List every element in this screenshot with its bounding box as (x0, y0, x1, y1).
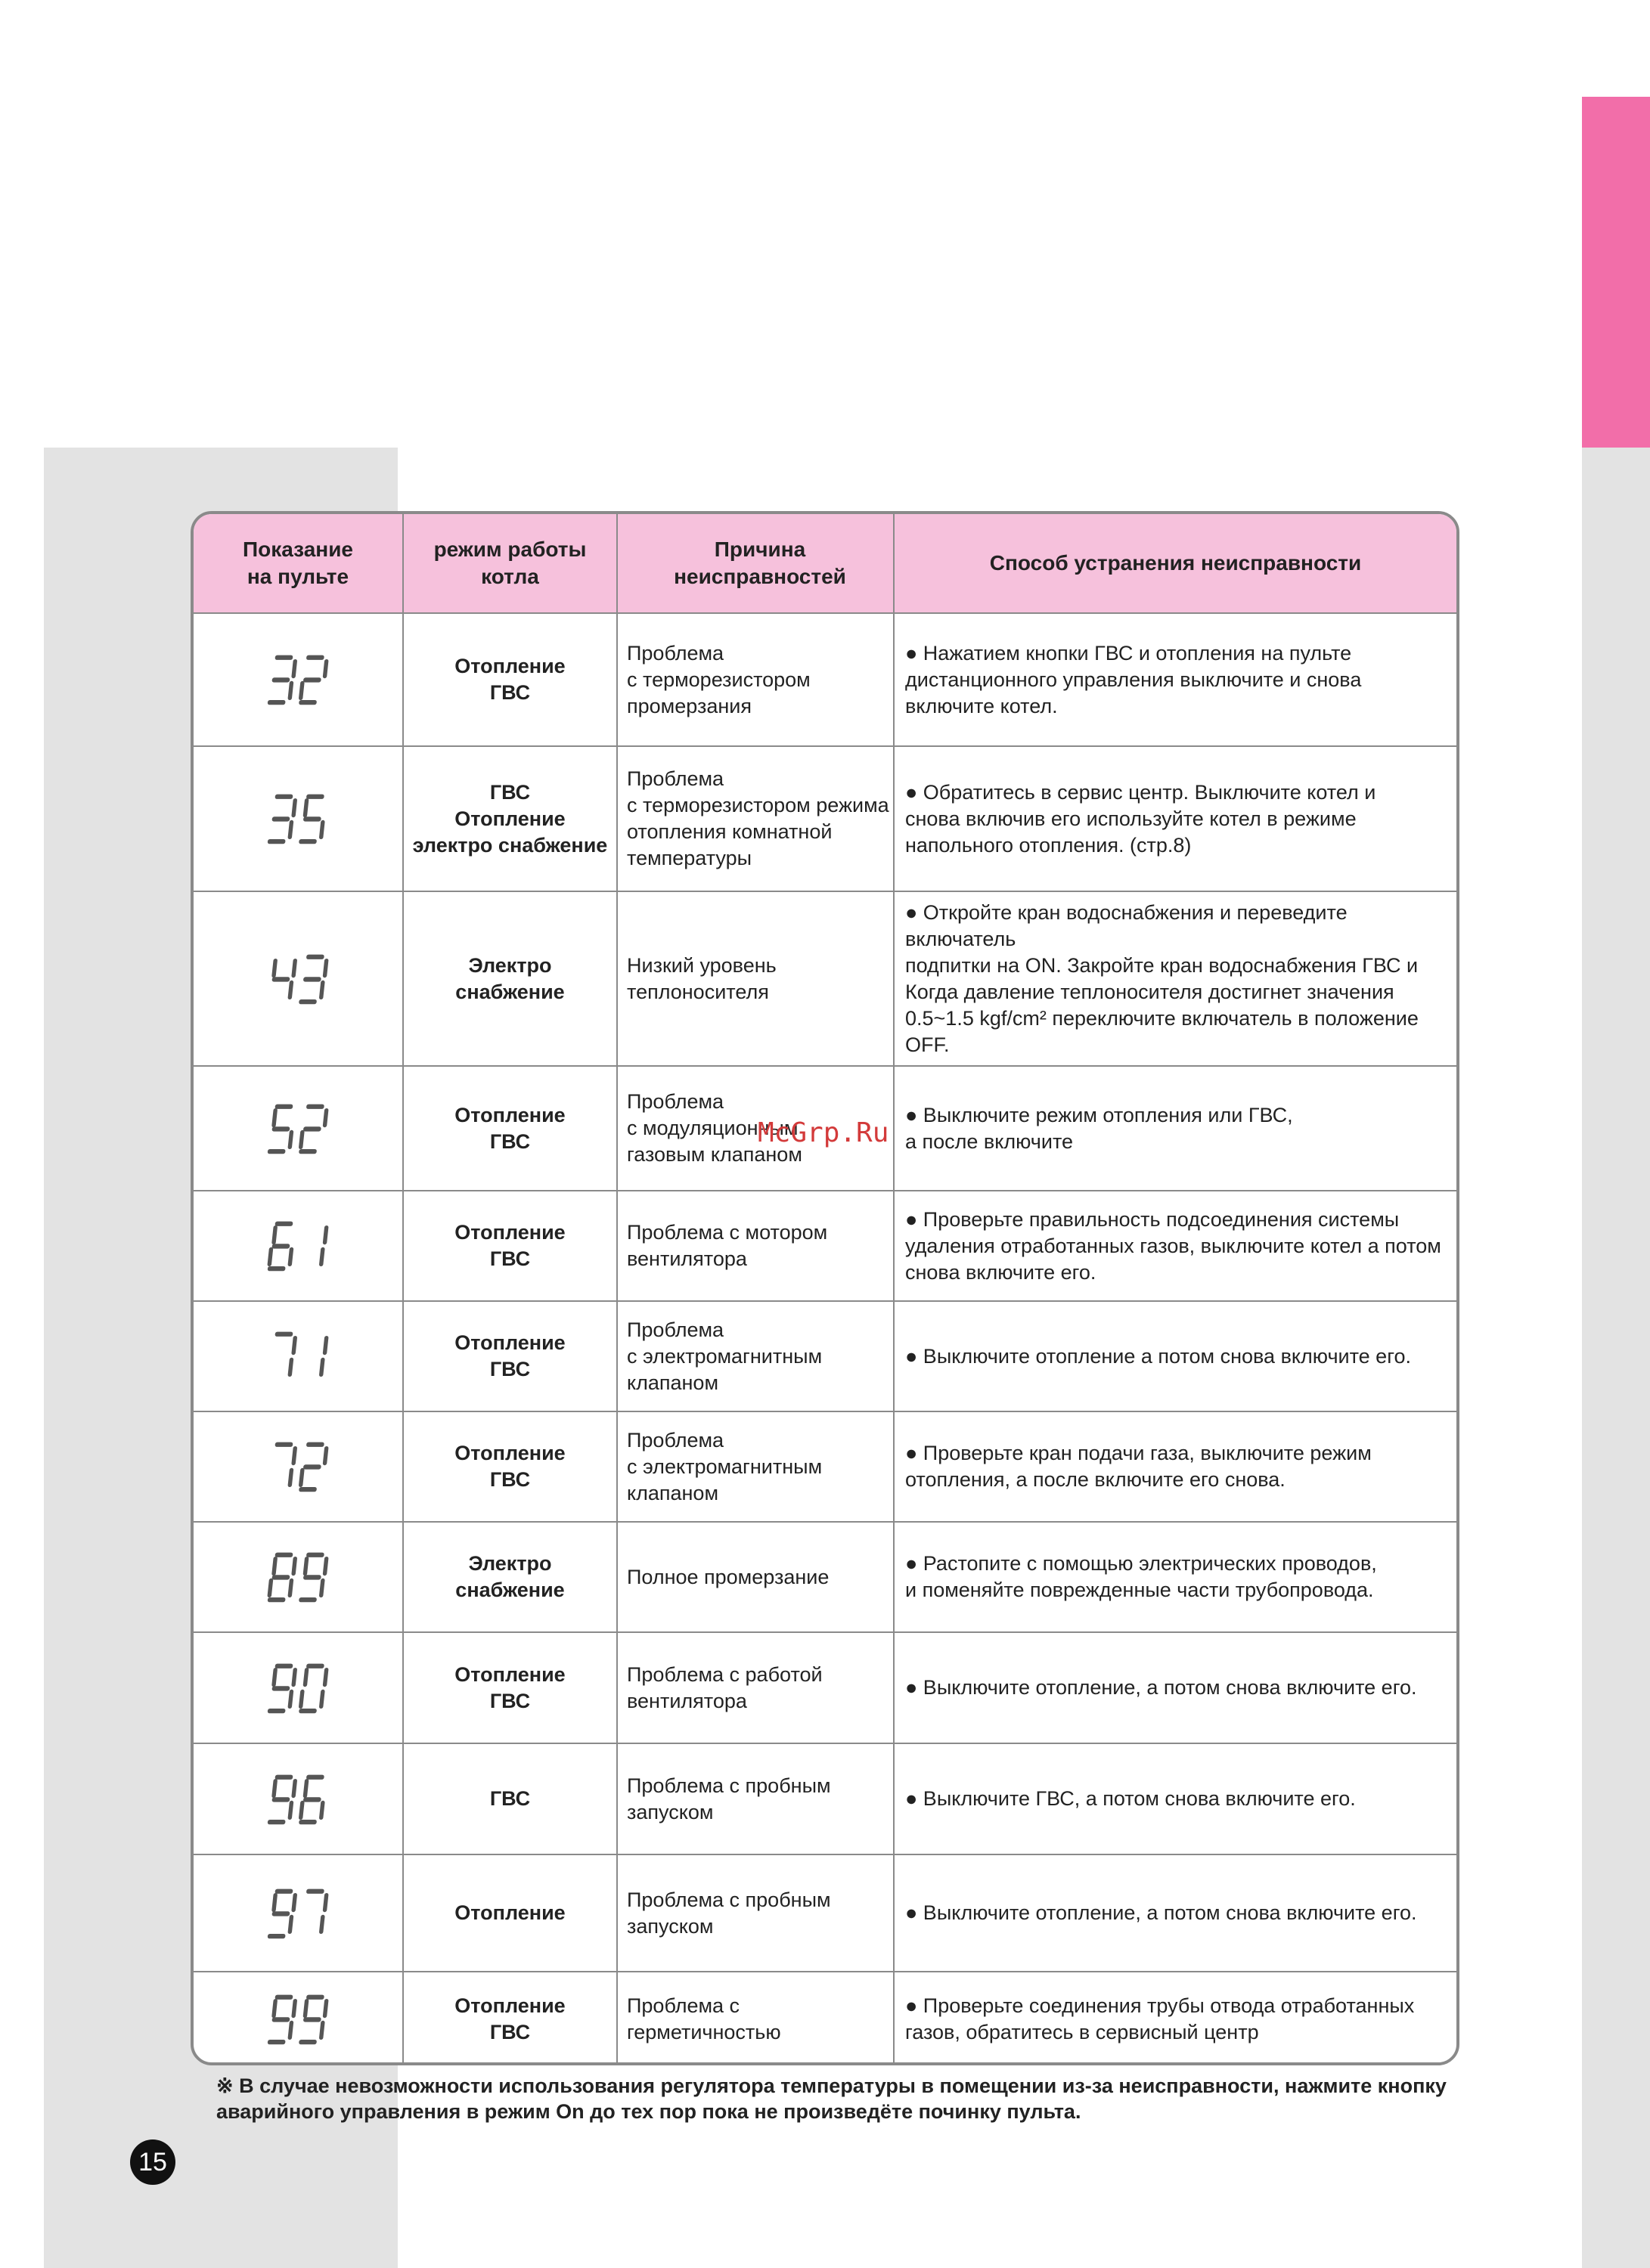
header-fault-cause: Причина неисправностей (674, 538, 846, 588)
fix-method: ● Выключите отопление, а потом снова включите его. (905, 1676, 1417, 1699)
segment-f (271, 1893, 278, 1912)
segment-c (319, 1914, 325, 1933)
segment-a (274, 1553, 293, 1557)
segment-d (299, 1820, 317, 1824)
segment-d (299, 839, 317, 844)
segment-f (271, 1557, 278, 1576)
segment-b (323, 1999, 329, 2018)
segment-g (303, 816, 321, 821)
segment-d (268, 1149, 286, 1154)
segment-b (291, 798, 297, 817)
fault-cause: Проблема с пробным запуском (627, 1774, 831, 1823)
segment-g (303, 1126, 321, 1131)
segment-g (303, 1575, 321, 1579)
fault-cause: Проблема с работой вентилятора (627, 1662, 823, 1712)
table-row (194, 1190, 1456, 1300)
segment-d (299, 1597, 317, 1602)
display-code-35 (264, 790, 332, 847)
segment-c (287, 681, 293, 700)
fix-method: ● Выключите режим отопления или ГВС, а после включите (905, 1103, 1293, 1153)
segment-e (299, 1129, 305, 1148)
display-code-72 (264, 1438, 332, 1495)
segment-g (271, 677, 290, 682)
fix-method: ● Выключите отопление а потом снова включите его. (905, 1344, 1411, 1368)
segment-a (274, 655, 293, 660)
display-code-61 (264, 1217, 332, 1275)
fault-cause: Проблема с герметичностью (627, 1994, 781, 2043)
page-number: 15 (130, 2139, 175, 2185)
fix-method: ● Проверьте правильность подсоединения системы удаления отработанных газов, выключите котел а потом снова включите его. (905, 1207, 1441, 1284)
table-row (194, 1971, 1456, 2065)
table-row (194, 745, 1456, 891)
fault-cause: Проблема с электромагнитным клапаном (627, 1318, 823, 1394)
segment-g (303, 1464, 321, 1469)
table-row (194, 1631, 1456, 1743)
segment-b (323, 1225, 329, 1244)
boiler-mode: Отопление ГВС (454, 1331, 566, 1380)
segment-d (268, 839, 286, 844)
boiler-mode: Отопление ГВС (454, 1994, 566, 2043)
display-code-96 (264, 1771, 332, 1828)
segment-c (287, 1247, 293, 1266)
segment-a (274, 1774, 293, 1779)
segment-c (287, 1579, 293, 1597)
fix-method: ● Обратитесь в сервис центр. Выключите котел и снова включив его используйте котел в режиме напольного отопления. (стр.8) (905, 780, 1376, 857)
header-boiler-mode: режим работы котла (433, 538, 587, 588)
segment-f (302, 1999, 309, 2018)
segment-c (319, 2020, 325, 2039)
segment-d (299, 1487, 317, 1492)
segment-f (271, 1108, 278, 1127)
segment-a (274, 1442, 293, 1447)
segment-d (299, 1149, 317, 1154)
segment-c (319, 1800, 325, 1819)
fix-method: ● Проверьте кран подачи газа, выключите режим отопления, а после включите его снова. (905, 1442, 1372, 1491)
segment-b (291, 1446, 297, 1465)
segment-a (274, 1104, 293, 1108)
segment-f (271, 1999, 278, 2018)
segment-a (306, 1888, 324, 1893)
fault-cause: Проблема с пробным запуском (627, 1888, 831, 1938)
table-row (194, 1411, 1456, 1521)
segment-d (268, 1934, 286, 1938)
segment-f (271, 959, 278, 978)
segment-c (287, 2020, 293, 2039)
display-code-43 (264, 950, 332, 1008)
segment-a (274, 1888, 293, 1893)
display-code-89 (264, 1548, 332, 1606)
segment-f (271, 1225, 278, 1244)
boiler-mode: Электро снабжение (455, 953, 565, 1003)
segment-b (291, 1336, 297, 1355)
segment-g (271, 1911, 290, 1916)
table-row (194, 1300, 1456, 1411)
segment-b (323, 1668, 329, 1687)
segment-c (287, 1914, 293, 1933)
table-row (194, 612, 1456, 745)
error-code-table (191, 511, 1459, 2065)
segment-a (306, 1774, 324, 1779)
segment-f (302, 798, 309, 817)
segment-c (287, 1689, 293, 1708)
segment-b (323, 959, 329, 978)
segment-f (271, 1779, 278, 1798)
boiler-mode: ГВС (489, 1787, 531, 1810)
table-row (194, 1854, 1456, 1971)
segment-d (299, 999, 317, 1004)
segment-f (271, 1668, 278, 1687)
segment-g (303, 2017, 321, 2022)
segment-c (287, 1129, 293, 1148)
segment-a (306, 655, 324, 660)
segment-g (271, 1575, 290, 1579)
segment-a (274, 795, 293, 799)
boiler-mode: ГВС Отопление электро снабжение (412, 780, 608, 857)
segment-e (267, 1247, 273, 1266)
segment-c (319, 1579, 325, 1597)
fix-method: ● Растопите с помощью электрических проводов, и поменяйте поврежденные части трубопровода. (905, 1552, 1377, 1601)
segment-d (299, 700, 317, 705)
header-fix-method: Способ устранения неисправности (989, 551, 1362, 575)
segment-f (302, 1779, 309, 1798)
fault-cause: Проблема с терморезистором промерзания (627, 641, 811, 717)
segment-g (271, 816, 290, 821)
segment-g (271, 1126, 290, 1131)
header-display-code: Показание на пульте (243, 538, 353, 588)
segment-c (319, 1689, 325, 1708)
segment-d (268, 1597, 286, 1602)
segment-g (271, 1244, 290, 1248)
table-row (194, 1743, 1456, 1854)
segment-c (319, 820, 325, 839)
segment-g (303, 977, 321, 981)
segment-a (274, 1222, 293, 1226)
segment-a (274, 1994, 293, 1999)
segment-a (306, 954, 324, 959)
fault-cause: Низкий уровень теплоносителя (627, 953, 777, 1003)
segment-a (274, 1663, 293, 1668)
segment-e (299, 1468, 305, 1487)
segment-a (306, 1553, 324, 1557)
right-gray-band (1582, 448, 1650, 2268)
fault-cause: Проблема с терморезистором режима отопления комнатной температуры (627, 767, 889, 869)
boiler-mode: Отопление ГВС (454, 1221, 566, 1270)
segment-b (323, 1446, 329, 1465)
segment-b (291, 659, 297, 678)
segment-b (291, 1779, 297, 1798)
segment-c (287, 1358, 293, 1377)
segment-e (267, 1579, 273, 1597)
segment-a (306, 1663, 324, 1668)
fix-method: ● Выключите отопление, а потом снова включите его. (905, 1901, 1417, 1924)
segment-a (274, 1332, 293, 1337)
segment-b (291, 1557, 297, 1576)
table-header-row (194, 514, 1456, 612)
segment-g (271, 1797, 290, 1802)
segment-c (287, 1468, 293, 1487)
segment-d (268, 1709, 286, 1713)
fix-method: ● Откройте кран водоснабжения и переведите включатель подпитки на ON. Закройте кран водоснабжения ГВС и Когда давление теплоносителя достигнет значения 0.5~1.5 kgf/cm² переключите включатель в положение OFF. (905, 900, 1419, 1056)
boiler-mode: Отопление ГВС (454, 1662, 566, 1712)
display-code-71 (264, 1328, 332, 1385)
watermark: McGrp.Ru (758, 1117, 889, 1148)
segment-g (271, 977, 290, 981)
segment-e (299, 1689, 305, 1708)
segment-d (268, 700, 286, 705)
segment-c (319, 1358, 325, 1377)
segment-b (291, 1668, 297, 1687)
segment-d (268, 1266, 286, 1271)
fault-cause: Проблема с электромагнитным клапаном (627, 1428, 823, 1504)
boiler-mode: Отопление ГВС (454, 655, 566, 704)
fault-cause: Полное промерзание (627, 1565, 830, 1588)
segment-g (271, 2017, 290, 2022)
fix-method: ● Нажатием кнопки ГВС и отопления на пульте дистанционного управления выключите и снова включите котел. (905, 641, 1362, 717)
fault-cause: Проблема с модуляционным газовым клапаном (627, 1090, 802, 1166)
segment-a (306, 1104, 324, 1108)
segment-b (323, 1557, 329, 1576)
segment-c (287, 820, 293, 839)
segment-c (319, 1247, 325, 1266)
display-code-90 (264, 1659, 332, 1717)
segment-g (303, 677, 321, 682)
segment-a (306, 1994, 324, 1999)
segment-c (287, 980, 293, 999)
segment-f (302, 1668, 309, 1687)
segment-d (299, 2040, 317, 2044)
segment-e (299, 681, 305, 700)
display-code-99 (264, 1991, 332, 2048)
segment-b (323, 1108, 329, 1127)
segment-a (306, 1442, 324, 1447)
segment-c (287, 1800, 293, 1819)
footnote: ※ В случае невозможности использования регулятора температуры в помещении из-за неисправности, нажмите кнопку аварийного управления в режим On до тех пор пока не произведёте починку пульта. (216, 2074, 1447, 2123)
segment-b (291, 959, 297, 978)
segment-d (268, 2040, 286, 2044)
segment-g (271, 1686, 290, 1690)
fix-method: ● Выключите ГВС, а потом снова включите его. (905, 1787, 1356, 1810)
boiler-mode: Отопление (454, 1901, 566, 1924)
segment-f (302, 1557, 309, 1576)
segment-b (323, 1893, 329, 1912)
section-tab (1582, 97, 1650, 448)
display-code-52 (264, 1100, 332, 1157)
segment-a (306, 795, 324, 799)
boiler-mode: Электро снабжение (455, 1552, 565, 1601)
segment-b (291, 1999, 297, 2018)
segment-d (268, 1820, 286, 1824)
fix-method: ● Проверьте соединения трубы отвода отработанных газов, обратитесь в сервисный центр (905, 1994, 1415, 2043)
table-row (194, 891, 1456, 1065)
table-row (194, 1521, 1456, 1631)
display-code-32 (264, 651, 332, 708)
segment-e (299, 1800, 305, 1819)
segment-c (319, 980, 325, 999)
segment-b (291, 1893, 297, 1912)
display-code-97 (264, 1885, 332, 1942)
fault-cause: Проблема с мотором вентилятора (627, 1221, 828, 1270)
segment-g (303, 1797, 321, 1802)
boiler-mode: Отопление ГВС (454, 1103, 566, 1153)
segment-b (323, 1336, 329, 1355)
segment-d (299, 1709, 317, 1713)
boiler-mode: Отопление ГВС (454, 1442, 566, 1491)
segment-b (323, 659, 329, 678)
